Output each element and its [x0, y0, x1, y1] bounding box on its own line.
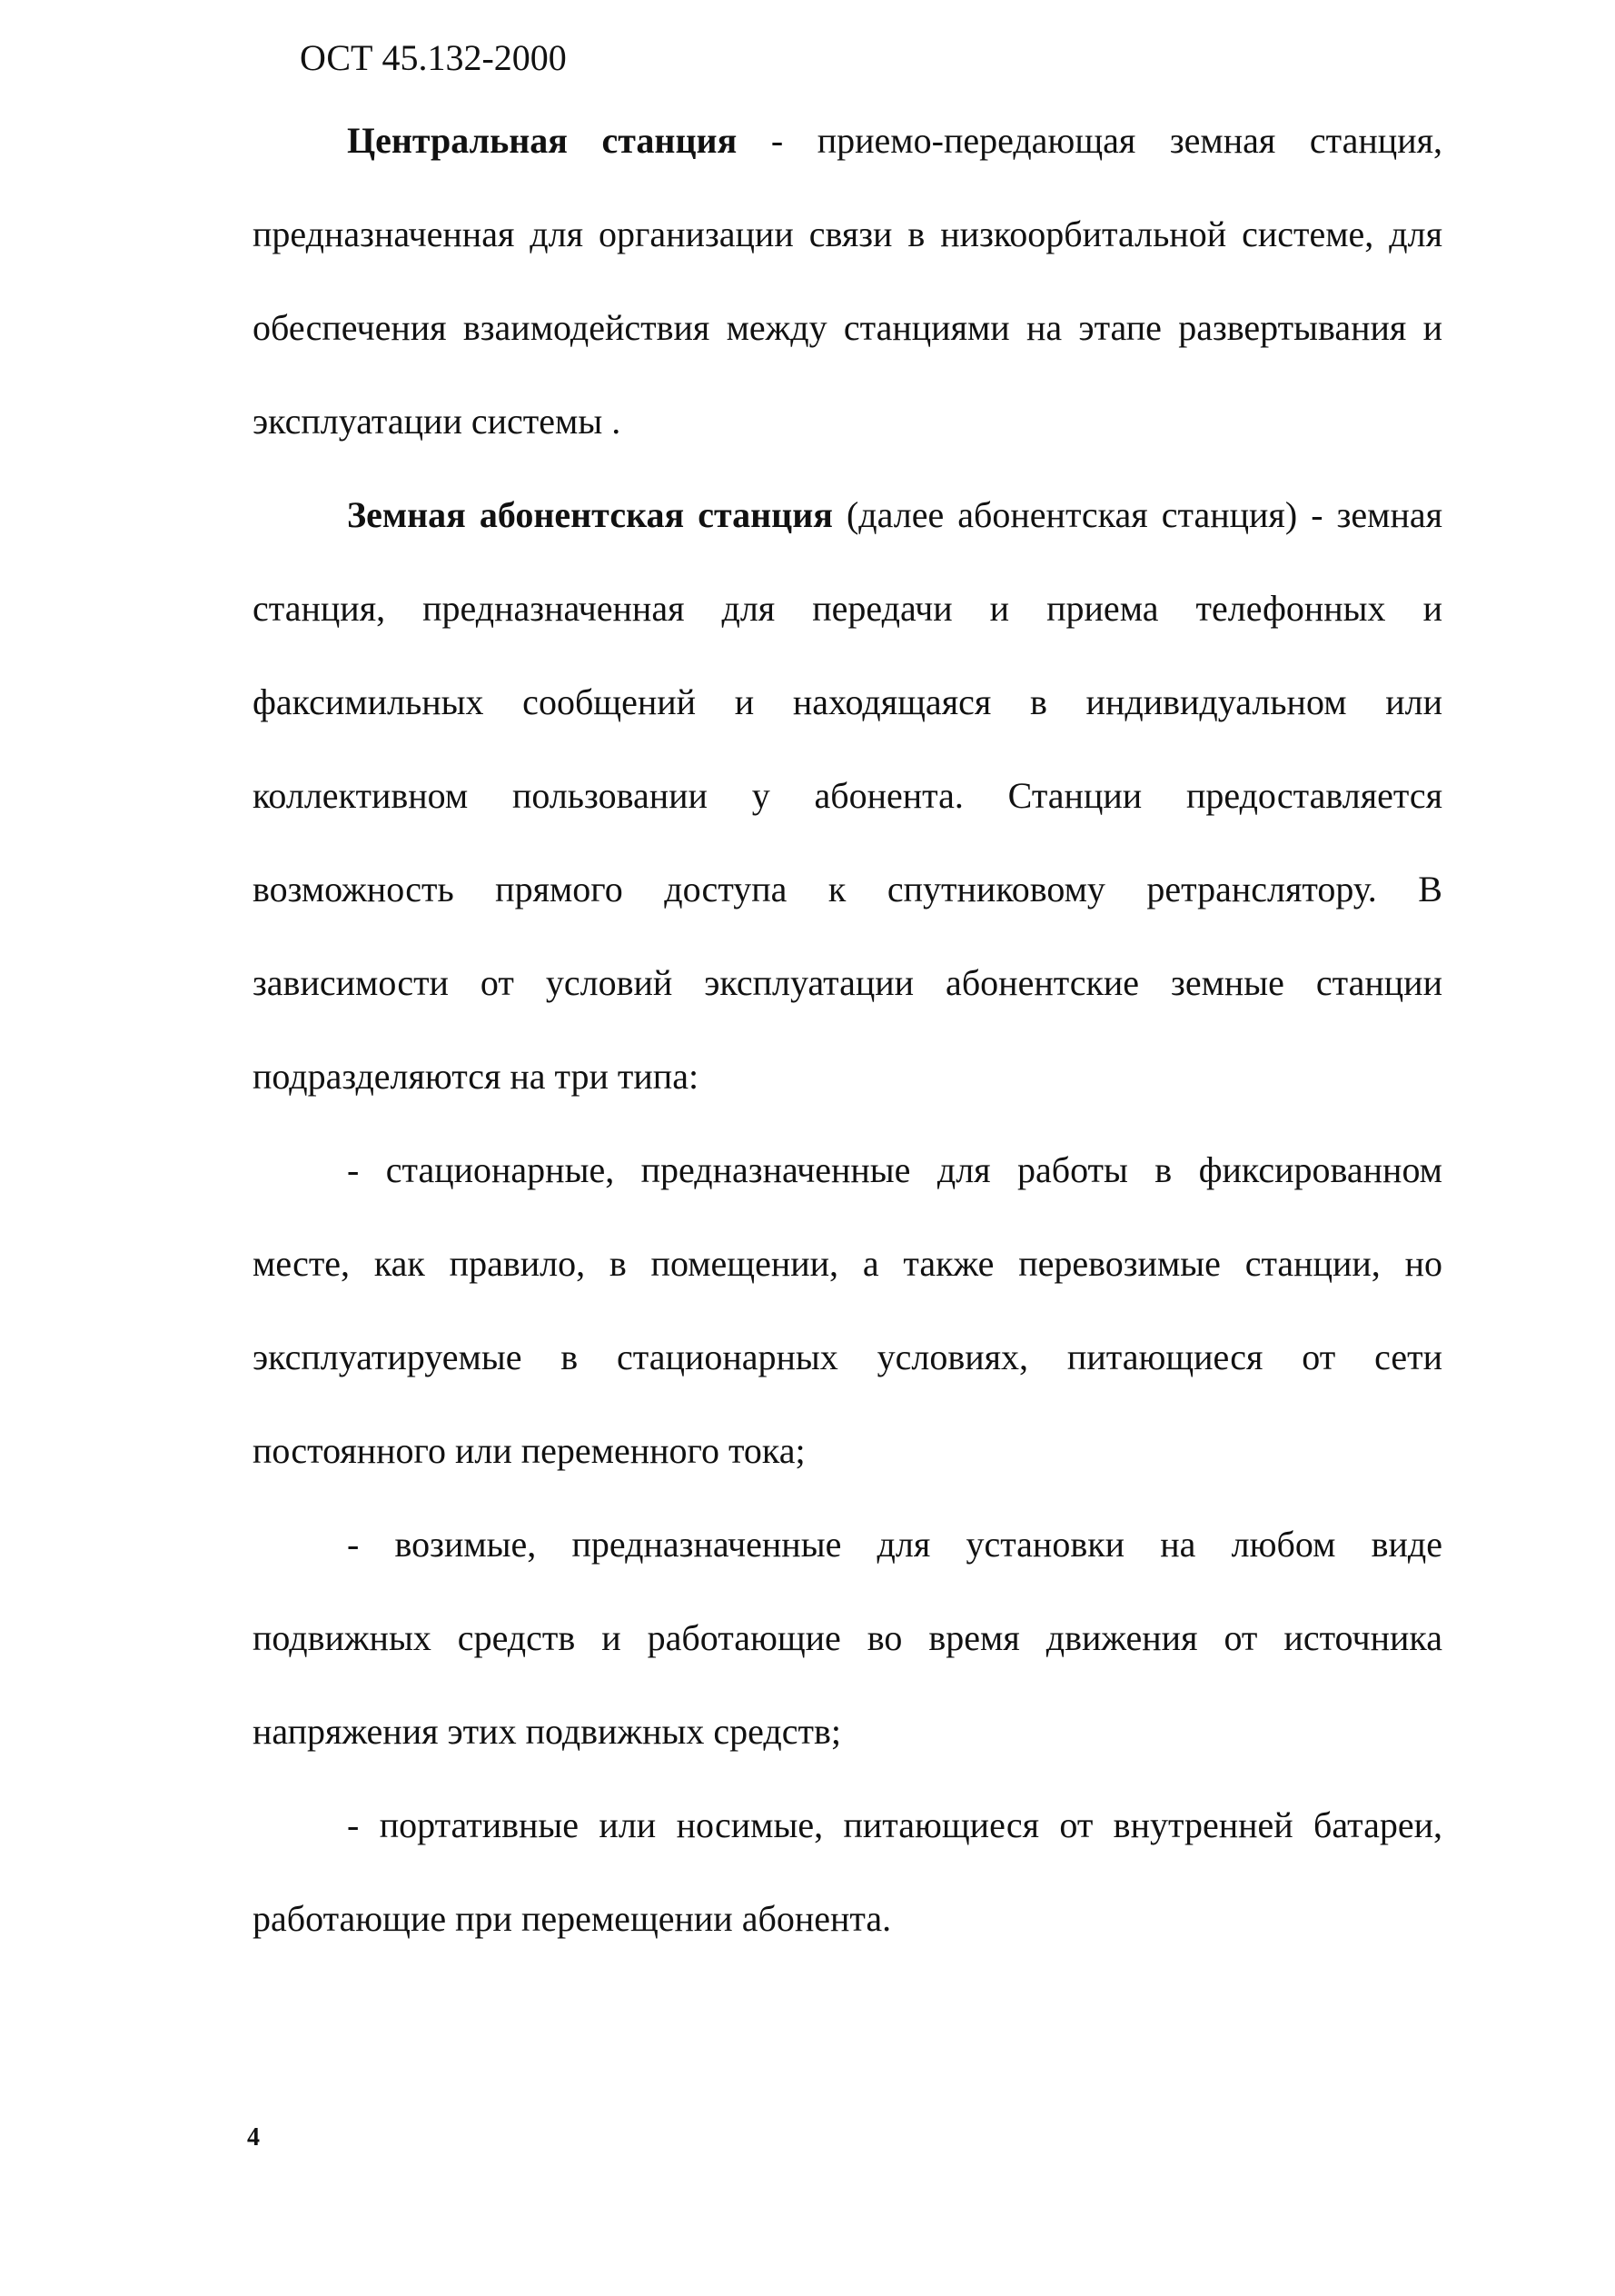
document-body: [253, 94, 1442, 1965]
list-item-vehicular: - возимые, предназначенные для установки на любом виде подвижных средств и работающие во время движения от источника напряжения этих подвижных средств;: [253, 1524, 1442, 1752]
definition-central-station: - приемо-передающая земная станция, предназначенная для организации связи в низкоорбитальной системе, для обеспечения взаимодействия между станциями на этапе развертывания и эксплуатации системы .: [253, 120, 1442, 442]
term-central-station: Центральная станция: [347, 120, 738, 161]
document-header: ОСТ 45.132-2000: [300, 37, 567, 78]
paragraph-subscriber-station: [253, 468, 1442, 1123]
definition-subscriber-station: (далее абонентская станция) - земная станция, предназначенная для передачи и приема телефонных и факсимильных сообщений и находящаяся в индивидуальном или коллективном пользовании у абонента. Станции предоставляется возможность прямого доступа к спутниковому ретранслятору. В зависимости от условий эксплуатации абонентские земные станции подразделяются на три типа:: [253, 494, 1443, 1097]
list-item-stationary: - стационарные, предназначенные для работы в фиксированном месте, как правило, в помещении, а также перевозимые станции, но эксплуатируемые в стационарных условиях, питающиеся от сети постоянного или переменного тока;: [253, 1149, 1442, 1471]
paragraph-central-station: [253, 94, 1442, 468]
term-subscriber-station: Земная абонентская станция: [347, 494, 833, 535]
page-number: 4: [247, 2123, 260, 2152]
list-item-portable: - портативные или носимые, питающиеся от внутренней батареи, работающие при перемещении абонента.: [253, 1804, 1442, 1939]
